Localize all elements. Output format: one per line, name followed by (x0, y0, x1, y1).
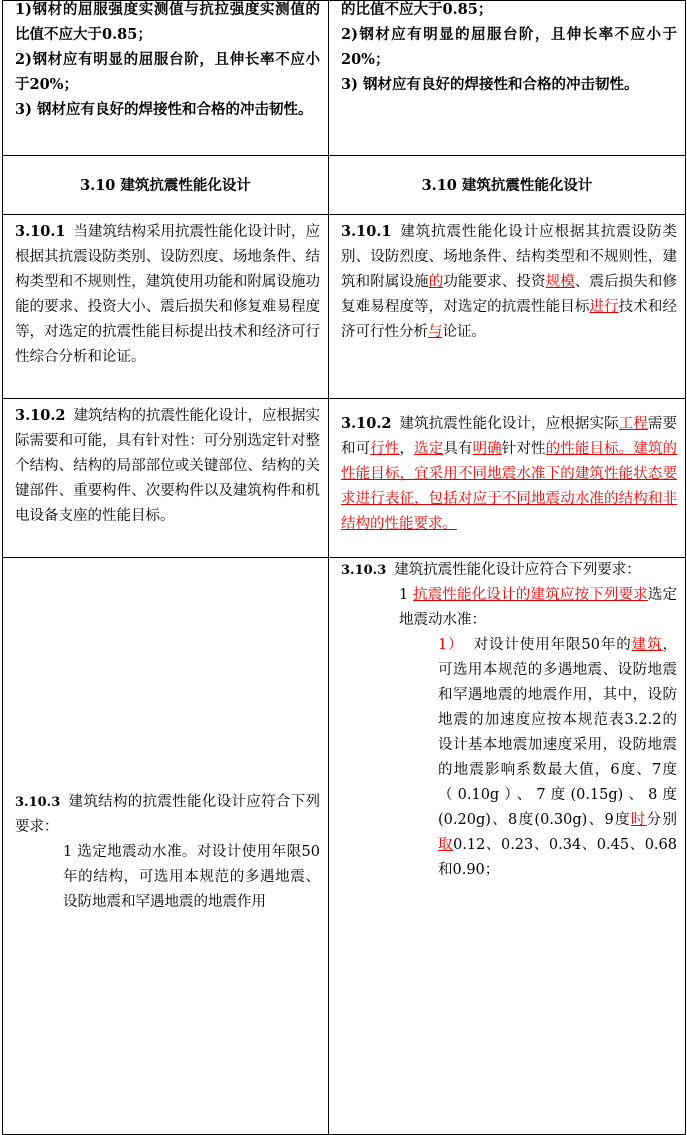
inserted-text: 的 (428, 274, 444, 290)
clause-text: 功能要求、投资 (443, 274, 546, 290)
clause-text: 需要和可 (341, 416, 678, 457)
clause-text: 技术和经济可行性分析 (341, 299, 678, 340)
right-item-1 (341, 583, 677, 633)
right-line-2: 2)钢材应有明显的屈服台阶，且伸长率不应小于20%； (341, 26, 677, 68)
right-subitem-1 (341, 633, 677, 883)
inserted-text: 进行 (589, 299, 619, 315)
clause-number: 3.10.3 (341, 563, 387, 578)
inserted-text: 建筑 (631, 637, 663, 653)
clause-number: 3.10.1 (341, 223, 392, 240)
clause-number: 3.10.2 (341, 415, 392, 432)
left-section-title: 3.10 建筑抗震性能化设计 (3, 156, 329, 215)
clause-number: 3.10.3 (15, 795, 61, 810)
clause-text: ， (399, 441, 415, 457)
inserted-text: 明确 (472, 441, 502, 457)
inserted-text: 取 (438, 837, 454, 853)
right-3-10-3-intro (341, 558, 677, 583)
right-steel-cell (329, 1, 686, 156)
right-line-3: 3) 钢材应有良好的焊接性和合格的冲击韧性。 (341, 76, 639, 93)
inserted-text: 选定 (414, 441, 444, 457)
clause-text: 论证。 (442, 324, 486, 340)
inserted-text: 工程 (618, 416, 648, 432)
row-steel-requirements (3, 1, 686, 156)
inserted-text: 抗震性能化设计的建筑应按下列要求 (413, 587, 648, 603)
row-3-10-1 (3, 215, 686, 399)
clause-text: 当建筑结构采用抗震性能化设计时，应根据其抗震设防类别、设防烈度、场地条件、结构类型和不规则性，建筑使用功能和附属设施功能的要求、投资大小、震后损失和修复难易程度等，对选定的抗震性能目标提出技术和经济可行性综合分析和论证。 (15, 224, 320, 365)
right-3-10-1 (329, 215, 686, 399)
clause-number: 3.10.2 (15, 407, 66, 424)
clause-text: 对设计使用年限50年的 (473, 637, 632, 653)
left-line-2: 2)钢材应有明显的屈服台阶，且伸长率不应小于20%； (15, 51, 320, 93)
clause-text: 选定地震动水准： (399, 587, 678, 628)
clause-text: 具有 (443, 441, 473, 457)
left-3-10-3-intro (15, 790, 320, 840)
left-line-3: 3) 钢材应有良好的焊接性和合格的冲击韧性。 (15, 101, 313, 118)
clause-text: 建筑抗震性能化设计应根据其抗震设防类别、设防烈度、场地条件、结构类型和不规则性，建筑和附属设施 (341, 224, 677, 290)
clause-text: 建筑结构的抗震性能化设计应符合下列要求： (15, 794, 320, 835)
clause-text: 建筑抗震性能化设计，应根据实际 (399, 416, 619, 432)
left-steel-cell (3, 1, 329, 156)
clause-text: 、震后损失和修复难易程度等，对选定的抗震性能目标 (341, 274, 678, 315)
clause-text: 0.12、0.23、0.34、0.45、0.68和0.90； (438, 837, 677, 878)
inserted-text: 与 (428, 324, 443, 340)
section-header-row (3, 156, 686, 215)
clause-text: 建筑抗震性能化设计应符合下列要求： (394, 562, 641, 578)
inserted-text: 规模 (545, 274, 575, 290)
clause-text: ，可选用本规范的多遇地震、设防地震和罕遇地震的地震作用，其中，设防地震的加速度应按本规范表3.2.2的设计基本地震加速度采用，设防地震的地震影响系数最大值，6度、7度（0.10g）、7度(0.15g)、8度(0.20g)、8度(0.30g)、9度 (438, 637, 678, 828)
left-3-10-3 (3, 558, 329, 1135)
clause-number: 3.10.1 (15, 223, 66, 240)
inserted-text: 时 (630, 812, 647, 828)
right-3-10-2 (329, 399, 686, 558)
right-section-title: 3.10 建筑抗震性能化设计 (329, 156, 686, 215)
inserted-text: 行性 (370, 441, 400, 457)
left-3-10-1 (3, 215, 329, 399)
row-3-10-3 (3, 558, 686, 1135)
left-line-1: 1)钢材的屈服强度实测值与抗拉强度实测值的比值不应大于0.85； (15, 1, 320, 43)
item-number: 1 (399, 587, 409, 603)
row-3-10-2 (3, 399, 686, 558)
clause-text: 分别 (646, 812, 677, 828)
left-item-1: 1 选定地震动水准。对设计使用年限50年的结构，可选用本规范的多遇地震、设防地震和罕遇地震的地震作用 (63, 844, 320, 910)
right-3-10-3 (329, 558, 686, 1135)
left-3-10-2 (3, 399, 329, 558)
clause-text: 针对性 (501, 441, 546, 457)
right-line-1: 的比值不应大于0.85； (341, 1, 493, 18)
clause-text: 建筑结构的抗震性能化设计，应根据实际需要和可能，具有针对性：可分别选定针对整个结构、结构的局部部位或关键部位、结构的关键部件、重要构件、次要构件以及建筑构件和机电设备支座的性能目标。 (15, 408, 320, 524)
inserted-text: 的性能目标。建筑的性能目标，宜采用不同地震水准下的建筑性能状态要求进行表征，包括对应于不同地震动水准的结构和非结构的性能要求。 (341, 441, 678, 532)
comparison-table (2, 0, 686, 1135)
inserted-text: 1） (438, 637, 464, 653)
